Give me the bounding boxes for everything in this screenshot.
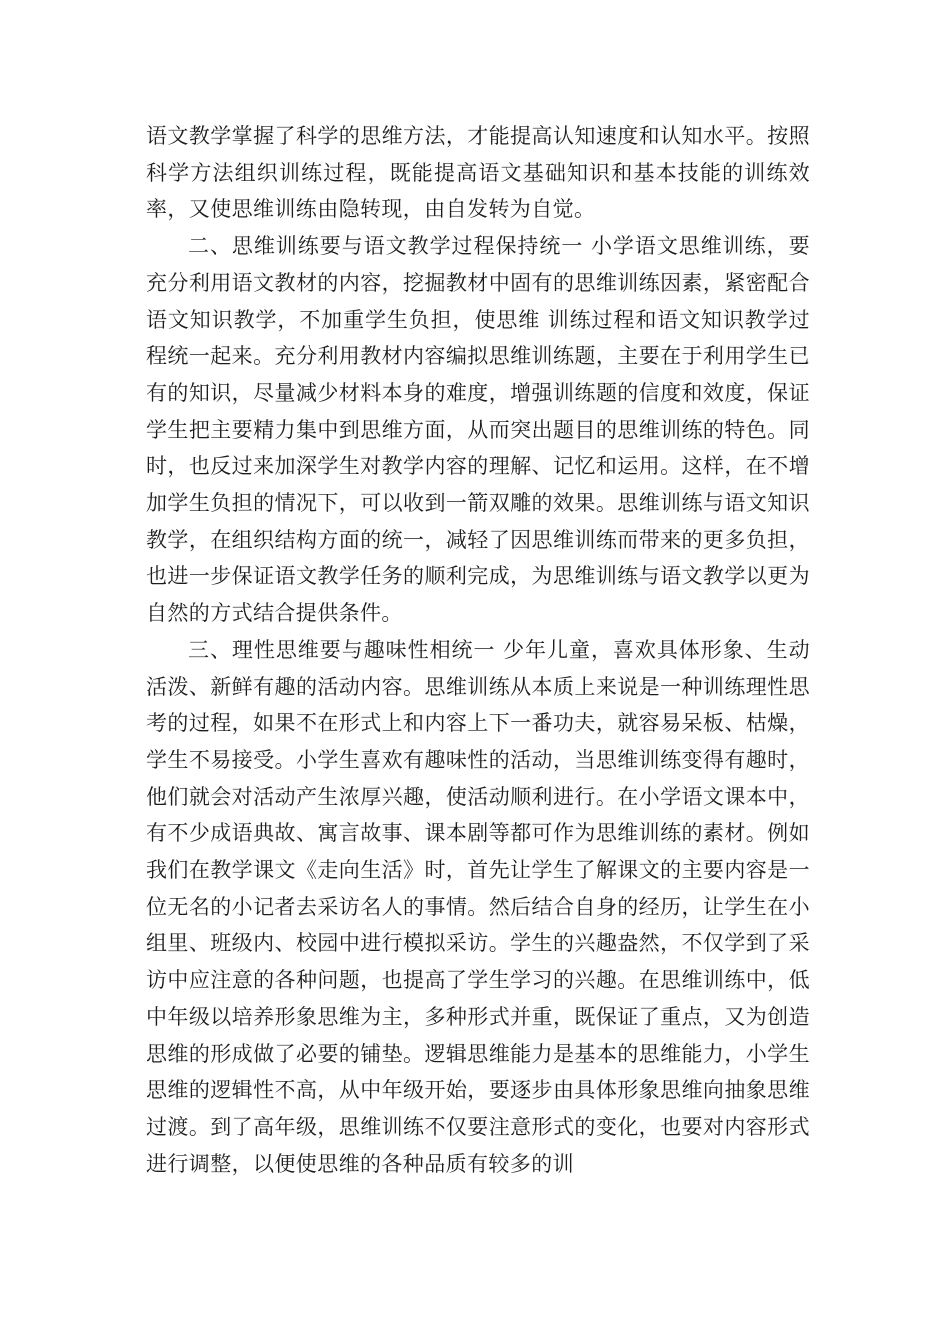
paragraph-section-two: 二、思维训练要与语文教学过程保持统一 小学语文思维训练，要充分利用语文教材的内容，挖掘教材中固有的思维训练因素，紧密配合语文知识教学，不加重学生负担，使思维 训练过程和语文知识教学过程统一起来。充分利用教材内容编拟思维训练题，主要在于利用学生已有的知识，尽量减少材料本身的难度，增强训练题的信度和效度，保证学生把主要精力集中到思维方面，从而突出题目的思维训练的特色。同时，也反过来加深学生对教学内容的理解、记忆和运用。这样，在不增加学生负担的情况下，可以收到一箭双雕的效果。思维训练与语文知识教学，在组织结构方面的统一，减轻了因思维训练而带来的更多负担，也进一步保证语文教学任务的顺利完成，为思维训练与语文教学以更为自然的方式结合提供条件。 [146,234,810,626]
document-page [146,118,810,1182]
paragraph-continuation: 语文教学掌握了科学的思维方法，才能提高认知速度和认知水平。按照科学方法组织训练过程，既能提高语文基础知识和基本技能的训练效率，又使思维训练由隐转现，由自发转为自觉。 [146,124,810,222]
paragraph-section-three: 三、理性思维要与趣味性相统一 少年儿童，喜欢具体形象、生动活泼、新鲜有趣的活动内容。思维训练从本质上来说是一种训练理性思考的过程，如果不在形式上和内容上下一番功夫，就容易呆板、枯燥，学生不易接受。小学生喜欢有趣味性的活动，当思维训练变得有趣时，他们就会对活动产生浓厚兴趣，使活动顺利进行。在小学语文课本中，有不少成语典故、寓言故事、课本剧等都可作为思维训练的素材。例如我们在教学课文《走向生活》时，首先让学生了解课文的主要内容是一位无名的小记者去采访名人的事情。然后结合自身的经历，让学生在小组里、班级内、校园中进行模拟采访。学生的兴趣盎然，不仅学到了采访中应注意的各种问题，也提高了学生学习的兴趣。在思维训练中，低中年级以培养形象思维为主，多种形式并重，既保证了重点，又为创造思维的形成做了必要的铺垫。逻辑思维能力是基本的思维能力，小学生思维的逻辑性不高，从中年级开始，要逐步由具体形象思维向抽象思维过渡。到了高年级，思维训练不仅要注意形式的变化，也要对内容形式进行调整，以便使思维的各种品质有较多的训 [146,637,810,1176]
